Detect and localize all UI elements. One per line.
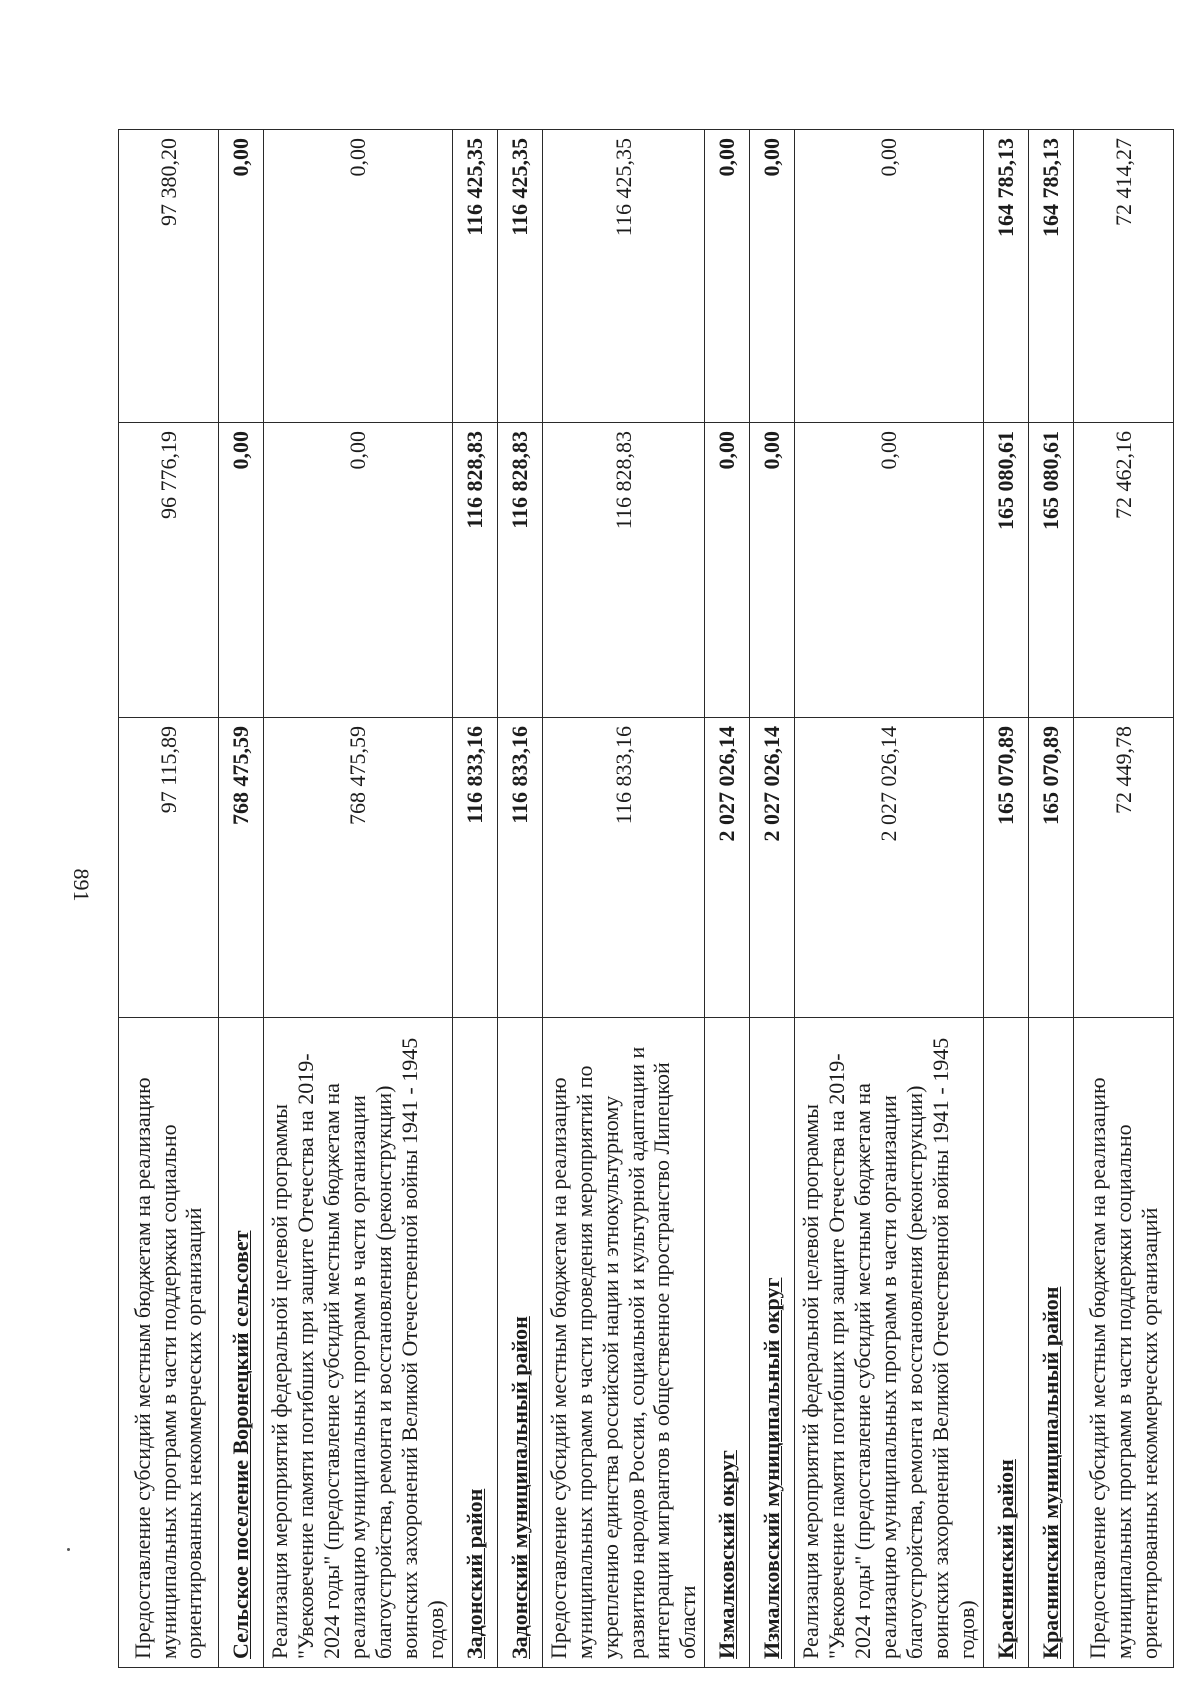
row-value-2: 165 080,61 (1029, 423, 1074, 718)
row-value-2: 72 462,16 (1074, 423, 1174, 718)
row-value-3: 116 425,35 (452, 130, 497, 423)
scan-speck (67, 1548, 70, 1551)
row-value-1: 116 833,16 (497, 718, 542, 1018)
row-value-3: 164 785,13 (984, 130, 1029, 423)
table-row (542, 130, 705, 1668)
row-value-3: 116 425,35 (497, 130, 542, 423)
row-value-3: 0,00 (705, 130, 750, 423)
row-value-1: 2 027 026,14 (705, 718, 750, 1018)
row-name: Предоставление субсидий местным бюджетам на реализацию муниципальных программ в части проведения мероприятий по укреплению единства российской нации и этнокультурному развитию народов России, социальной и культурной адаптации и интеграции мигрантов в общественное пространство Липецкой области (542, 1018, 705, 1668)
row-value-2: 0,00 (795, 423, 984, 718)
table-row (119, 130, 219, 1668)
row-value-1: 165 070,89 (984, 718, 1029, 1018)
row-value-3: 164 785,13 (1029, 130, 1074, 423)
row-value-3: 0,00 (795, 130, 984, 423)
row-value-1: 116 833,16 (542, 718, 705, 1018)
row-name: Задонский муниципальный район (497, 1018, 542, 1668)
row-value-1: 2 027 026,14 (750, 718, 795, 1018)
row-name: Реализация мероприятий федеральной целевой программы "Увековечение памяти погибших при защите Отечества на 2019-2024 годы" (предоставление субсидий местным бюджетам на реализацию муниципальных программ в части организации благоустройства, ремонта и восстановления (реконструкции) воинских захоронений Великой Отечественной войны 1941 - 1945 годов) (795, 1018, 984, 1668)
row-value-2: 116 828,83 (497, 423, 542, 718)
table-row (705, 130, 750, 1668)
table-row (264, 130, 453, 1668)
row-name: Сельское поселение Воронецкий сельсовет (219, 1018, 264, 1668)
row-name: Краснинский район (984, 1018, 1029, 1668)
row-value-3: 0,00 (750, 130, 795, 423)
row-value-3: 72 414,27 (1074, 130, 1174, 423)
row-value-3: 97 380,20 (119, 130, 219, 423)
row-value-2: 0,00 (750, 423, 795, 718)
row-value-2: 0,00 (264, 423, 453, 718)
row-name: Измалковский муниципальный округ (750, 1018, 795, 1668)
table-row (497, 130, 542, 1668)
budget-table-container (118, 130, 1162, 1668)
row-name: Краснинский муниципальный район (1029, 1018, 1074, 1668)
row-name: Предоставление субсидий местным бюджетам на реализацию муниципальных программ в части поддержки социально ориентированных некоммерческих организаций (119, 1018, 219, 1668)
row-value-3: 0,00 (219, 130, 264, 423)
row-name: Предоставление субсидий местным бюджетам на реализацию муниципальных программ в части поддержки социально ориентированных некоммерческих организаций (1074, 1018, 1174, 1668)
row-value-1: 116 833,16 (452, 718, 497, 1018)
row-name: Задонский район (452, 1018, 497, 1668)
budget-table (118, 129, 1174, 1668)
row-value-1: 2 027 026,14 (795, 718, 984, 1018)
row-value-1: 72 449,78 (1074, 718, 1174, 1018)
row-name: Измалковский округ (705, 1018, 750, 1668)
row-value-2: 96 776,19 (119, 423, 219, 718)
table-row (795, 130, 984, 1668)
page-number: 891 (69, 868, 94, 902)
table-row (1029, 130, 1074, 1668)
row-name: Реализация мероприятий федеральной целевой программы "Увековечение памяти погибших при защите Отечества на 2019-2024 годы" (предоставление субсидий местным бюджетам на реализацию муниципальных программ в части организации благоустройства, ремонта и восстановления (реконструкции) воинских захоронений Великой Отечественной войны 1941 - 1945 годов) (264, 1018, 453, 1668)
row-value-3: 116 425,35 (542, 130, 705, 423)
row-value-2: 165 080,61 (984, 423, 1029, 718)
row-value-1: 97 115,89 (119, 718, 219, 1018)
table-row (452, 130, 497, 1668)
table-row (219, 130, 264, 1668)
row-value-1: 768 475,59 (264, 718, 453, 1018)
row-value-2: 116 828,83 (452, 423, 497, 718)
row-value-2: 0,00 (705, 423, 750, 718)
row-value-1: 165 070,89 (1029, 718, 1074, 1018)
table-row (750, 130, 795, 1668)
row-value-1: 768 475,59 (219, 718, 264, 1018)
row-value-2: 0,00 (219, 423, 264, 718)
row-value-2: 116 828,83 (542, 423, 705, 718)
table-row (984, 130, 1029, 1668)
table-row (1074, 130, 1174, 1668)
row-value-3: 0,00 (264, 130, 453, 423)
